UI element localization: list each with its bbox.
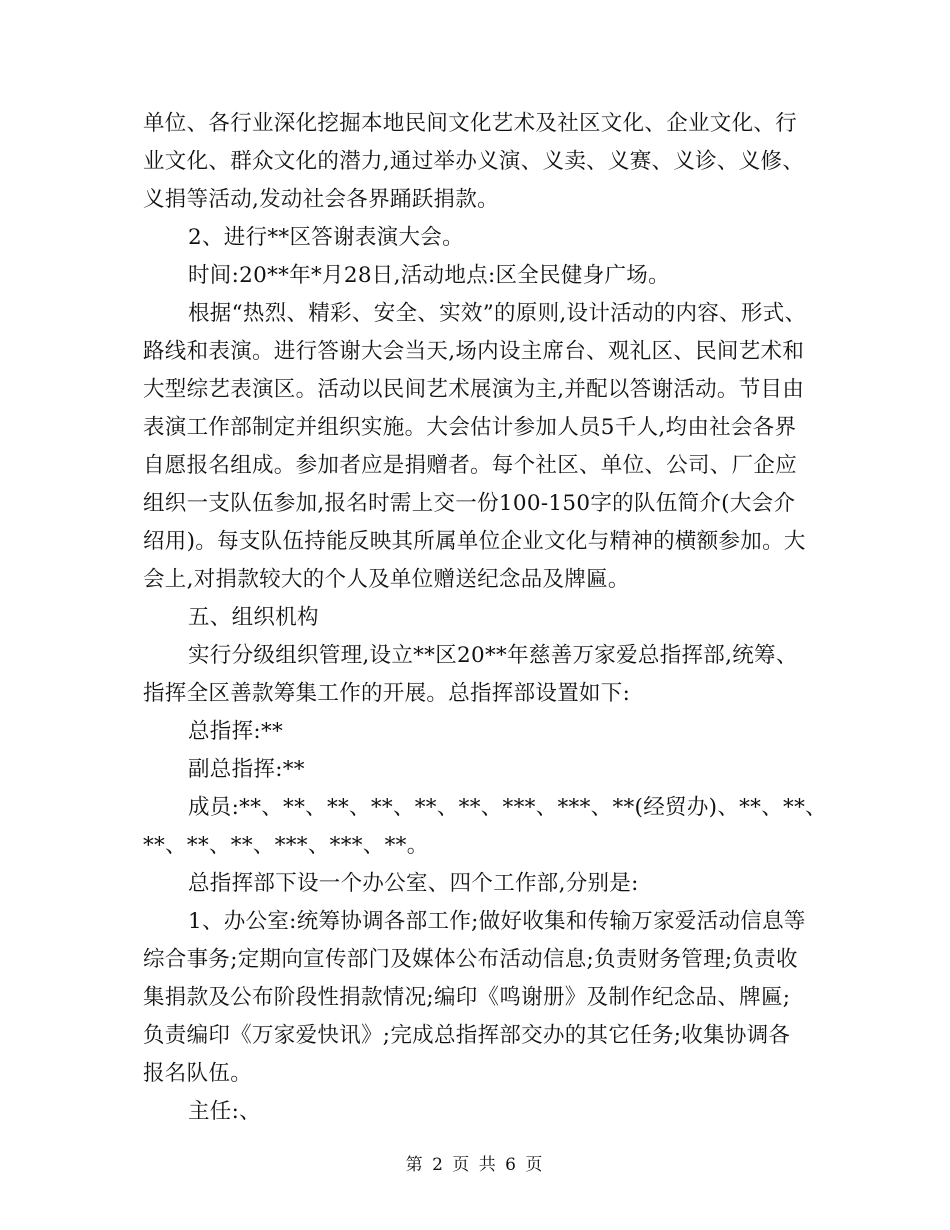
text-line: 组织一支队伍参加,报名时需上交一份100-150字的队伍简介(大会介 <box>143 491 796 516</box>
text-line: 副总指挥:** <box>188 757 305 782</box>
text-line: 报名队伍。 <box>143 1061 253 1086</box>
section-heading: 五、组织机构 <box>188 605 319 630</box>
text-line: 1、办公室:统筹协调各部工作;做好收集和传输万家爱活动信息等 <box>188 909 806 934</box>
text-line: 义捐等活动,发动社会各界踊跃捐款。 <box>143 187 499 212</box>
text-line: 大型综艺表演区。活动以民间艺术展演为主,并配以答谢活动。节目由 <box>143 377 805 402</box>
text-line: 集捐款及公布阶段性捐款情况;编印《鸣谢册》及制作纪念品、牌匾; <box>143 985 791 1010</box>
text-line: 表演工作部制定并组织实施。大会估计参加人员5千人,均由社会各界 <box>143 415 797 440</box>
page-number-footer: 第 2 页 共 6 页 <box>405 1155 545 1175</box>
text-line: 绍用)。每支队伍持能反映其所属单位企业文化与精神的横额参加。大 <box>143 529 806 554</box>
text-line: 总指挥部下设一个办公室、四个工作部,分别是: <box>188 871 639 896</box>
text-line: 自愿报名组成。参加者应是捐赠者。每个社区、单位、公司、厂企应 <box>143 453 798 478</box>
text-line: 综合事务;定期向宣传部门及媒体公布活动信息;负责财务管理;负责收 <box>143 947 798 972</box>
text-line: 单位、各行业深化挖掘本地民间文化艺术及社区文化、企业文化、行 <box>143 111 798 136</box>
text-line: 业文化、群众文化的潜力,通过举办义演、义卖、义赛、义诊、义修、 <box>143 149 805 174</box>
document-body <box>0 105 950 1131</box>
text-line: 会上,对捐款较大的个人及单位赠送纪念品及牌匾。 <box>143 567 630 592</box>
text-line: 实行分级组织管理,设立**区20**年慈善万家爱总指挥部,统筹、 <box>188 643 798 668</box>
text-line: 总指挥:** <box>188 719 284 744</box>
text-line: **、**、**、***、***、**。 <box>143 833 429 858</box>
text-line: 主任:、 <box>188 1099 261 1124</box>
text-line: 负责编印《万家爱快讯》;完成总指挥部交办的其它任务;收集协调各 <box>143 1023 791 1048</box>
text-line: 成员:**、**、**、**、**、**、***、***、**(经贸办)、**、**、 <box>188 795 827 820</box>
text-line: 根据“热烈、精彩、安全、实效”的原则,设计活动的内容、形式、 <box>188 301 807 326</box>
text-line: 路线和表演。进行答谢大会当天,场内设主席台、观礼区、民间艺术和 <box>143 339 805 364</box>
text-line: 时间:20**年*月28日,活动地点:区全民健身广场。 <box>188 263 670 288</box>
section-heading: 2、进行**区答谢表演大会。 <box>188 225 464 250</box>
text-line: 指挥全区善款筹集工作的开展。总指挥部设置如下: <box>143 681 631 706</box>
